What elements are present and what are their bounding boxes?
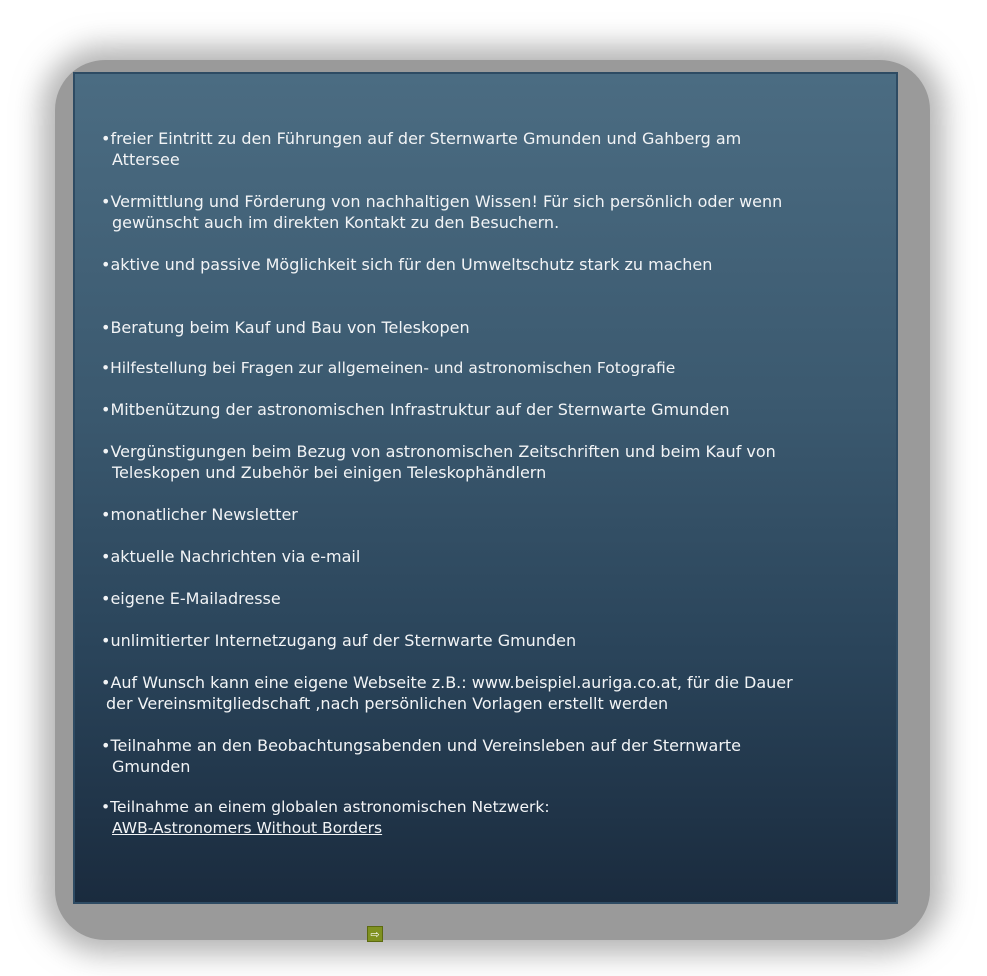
list-item-text: •monatlicher Newsletter	[101, 505, 298, 524]
list-item	[101, 128, 741, 170]
list-item	[101, 504, 298, 525]
list-item-text-cont: Teleskopen und Zubehör bei einigen Teleskophändlern	[112, 463, 547, 482]
list-item-text: •aktuelle Nachrichten via e-mail	[101, 547, 361, 566]
list-item	[101, 546, 360, 567]
list-item	[101, 630, 576, 651]
list-item	[101, 254, 712, 275]
list-item-text-cont: der Vereinsmitgliedschaft ,nach persönlichen Vorlagen erstellt werden	[106, 694, 669, 713]
list-item-text: •Vermittlung und Förderung von nachhaltigen Wissen! Für sich persönlich oder wenn	[101, 192, 783, 211]
next-page-button[interactable]	[367, 926, 383, 942]
list-item	[101, 441, 776, 483]
list-item-text: •eigene E-Mailadresse	[101, 589, 281, 608]
list-item-text: •Hilfestellung bei Fragen zur allgemeinen- und astronomischen Fotografie	[101, 359, 676, 377]
list-item	[101, 191, 782, 233]
list-item-text: •Teilnahme an einem globalen astronomischen Netzwerk:	[101, 798, 550, 816]
awb-link[interactable]: AWB-Astronomers Without Borders	[112, 819, 383, 837]
list-item	[101, 735, 741, 777]
list-item-text: •Vergünstigungen beim Bezug von astronomischen Zeitschriften und beim Kauf von	[101, 442, 776, 461]
list-item-text: •Teilnahme an den Beobachtungsabenden und Vereinsleben auf der Sternwarte	[101, 736, 742, 755]
list-item-text: •Auf Wunsch kann eine eigene Webseite z.B.: www.beispiel.auriga.co.at, für die Dauer	[101, 673, 793, 692]
list-item	[101, 399, 730, 420]
list-item	[101, 672, 793, 714]
list-item-text-cont: Attersee	[112, 150, 180, 169]
list-item-text: •aktive und passive Möglichkeit sich für den Umweltschutz stark zu machen	[101, 255, 713, 274]
list-item-text: •Mitbenützung der astronomischen Infrastruktur auf der Sternwarte Gmunden	[101, 400, 730, 419]
list-item-text-cont: Gmunden	[112, 757, 191, 776]
list-item	[101, 317, 470, 338]
list-item	[101, 358, 675, 379]
list-item-text: •Beratung beim Kauf und Bau von Teleskopen	[101, 318, 470, 337]
list-item	[101, 797, 550, 839]
content-panel	[73, 72, 898, 904]
list-item-text-cont: gewünscht auch im direkten Kontakt zu den Besuchern.	[112, 213, 560, 232]
list-item-text: •freier Eintritt zu den Führungen auf der Sternwarte Gmunden und Gahberg am	[101, 129, 742, 148]
arrow-right-icon: ⇨	[370, 928, 380, 941]
list-item-text: •unlimitierter Internetzugang auf der Sternwarte Gmunden	[101, 631, 577, 650]
list-item	[101, 588, 281, 609]
